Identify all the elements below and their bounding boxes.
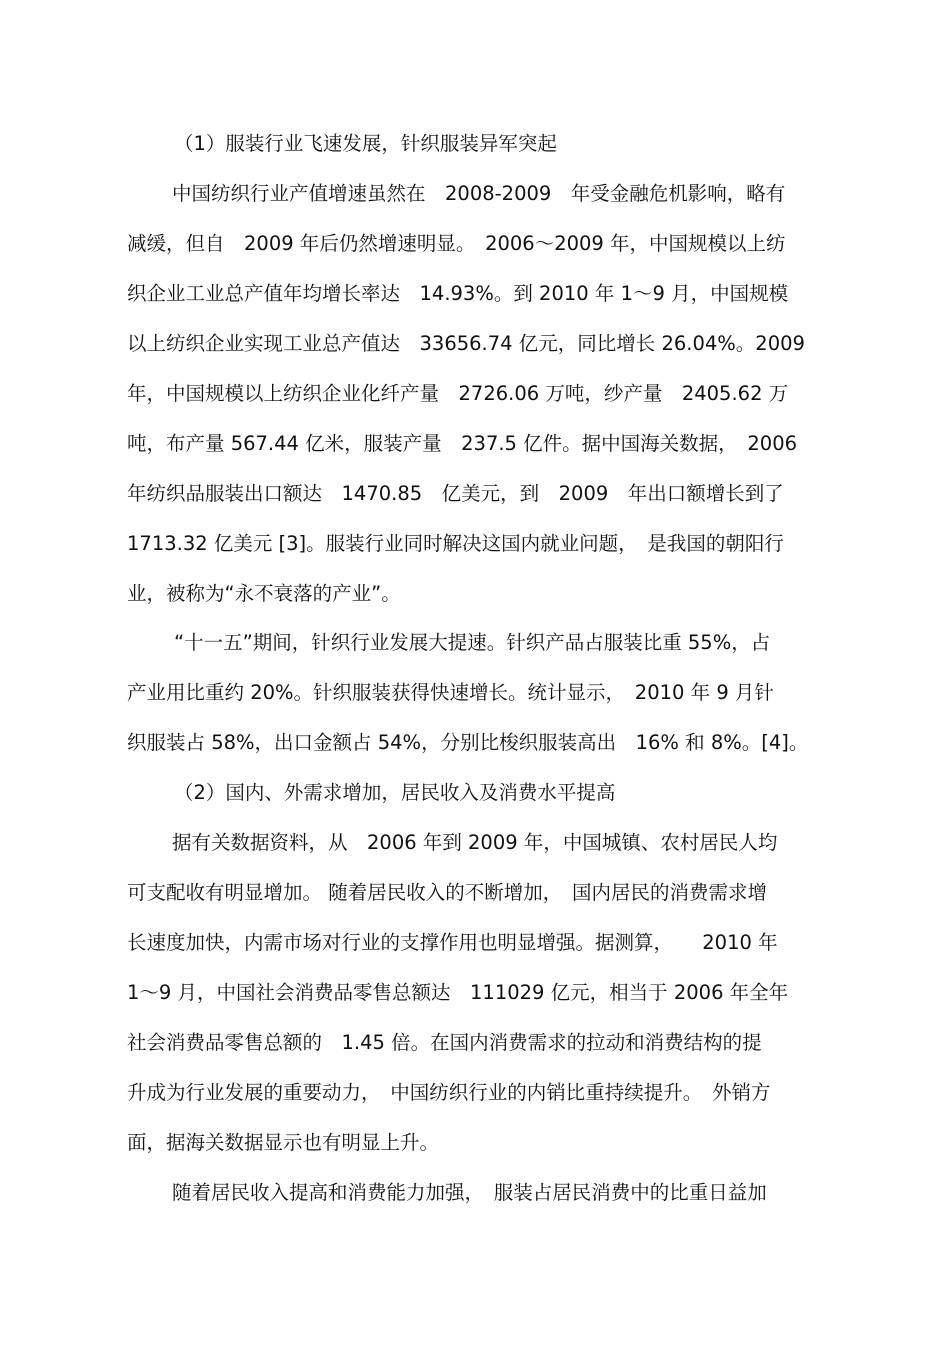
paragraph-1-line-3: 织企业工业总产值年均增长率达 14.93%。到 2010 年 1～9 月，中国规模 — [127, 282, 789, 305]
section-heading-2: （2）国内、外需求增加，居民收入及消费水平提高 — [174, 781, 616, 804]
section-heading-1: （1）服装行业飞速发展，针织服装异军突起 — [174, 132, 557, 155]
paragraph-2-line-2: 产业用比重约 20%。针织服装获得快速增长。统计显示， 2010 年 9 月针 — [127, 681, 774, 704]
paragraph-1-line-7: 年纺织品服装出口额达 1470.85 亿美元，到 2009 年出口额增长到了 — [127, 482, 784, 505]
paragraph-1-line-6: 吨，布产量 567.44 亿米，服装产量 237.5 亿件。据中国海关数据， 2006 — [127, 432, 798, 455]
paragraph-3-line-5: 社会消费品零售总额的 1.45 倍。在国内消费需求的拉动和消费结构的提 — [127, 1031, 762, 1054]
paragraph-1-line-5: 年，中国规模以上纺织企业化纤产量 2726.06 万吨，纱产量 2405.62 万 — [127, 382, 789, 405]
paragraph-2-line-1: “十一五”期间，针织行业发展大提速。针织产品占服装比重 55%，占 — [174, 631, 771, 654]
paragraph-1-line-9: 业，被称为“永不衰落的产业”。 — [127, 582, 401, 605]
paragraph-3-line-2: 可支配收有明显增加。 随着居民收入的不断增加， 国内居民的消费需求增 — [127, 881, 767, 904]
paragraph-2-line-3: 织服装占 58%，出口金额占 54%，分别比梭织服装高出 16% 和 8%。[4]。 — [127, 731, 809, 754]
paragraph-3-line-4: 1～9 月，中国社会消费品零售总额达 111029 亿元，相当于 2006 年全年 — [127, 981, 789, 1004]
paragraph-4-line-1: 随着居民收入提高和消费能力加强， 服装占居民消费中的比重日益加 — [172, 1181, 767, 1204]
paragraph-3-line-3: 长速度加快，内需市场对行业的支撑作用也明显增强。据测算， 2010 年 — [127, 931, 778, 954]
paragraph-1-line-8: 1713.32 亿美元 [3]。服装行业同时解决这国内就业问题， 是我国的朝阳行 — [127, 532, 784, 555]
paragraph-1-line-2: 减缓，但自 2009 年后仍然增速明显。 2006～2009 年，中国规模以上纺 — [127, 232, 786, 255]
paragraph-1-line-1: 中国纺织行业产值增速虽然在 2008-2009 年受金融危机影响，略有 — [172, 182, 786, 205]
paragraph-3-line-1: 据有关数据资料，从 2006 年到 2009 年，中国城镇、农村居民人均 — [172, 831, 778, 854]
paragraph-3-line-7: 面，据海关数据显示也有明显上升。 — [127, 1131, 440, 1154]
paragraph-3-line-6: 升成为行业发展的重要动力， 中国纺织行业的内销比重持续提升。 外销方 — [127, 1081, 771, 1104]
paragraph-1-line-4: 以上纺织企业实现工业总产值达 33656.74 亿元，同比增长 26.04%。2009 — [127, 332, 805, 355]
